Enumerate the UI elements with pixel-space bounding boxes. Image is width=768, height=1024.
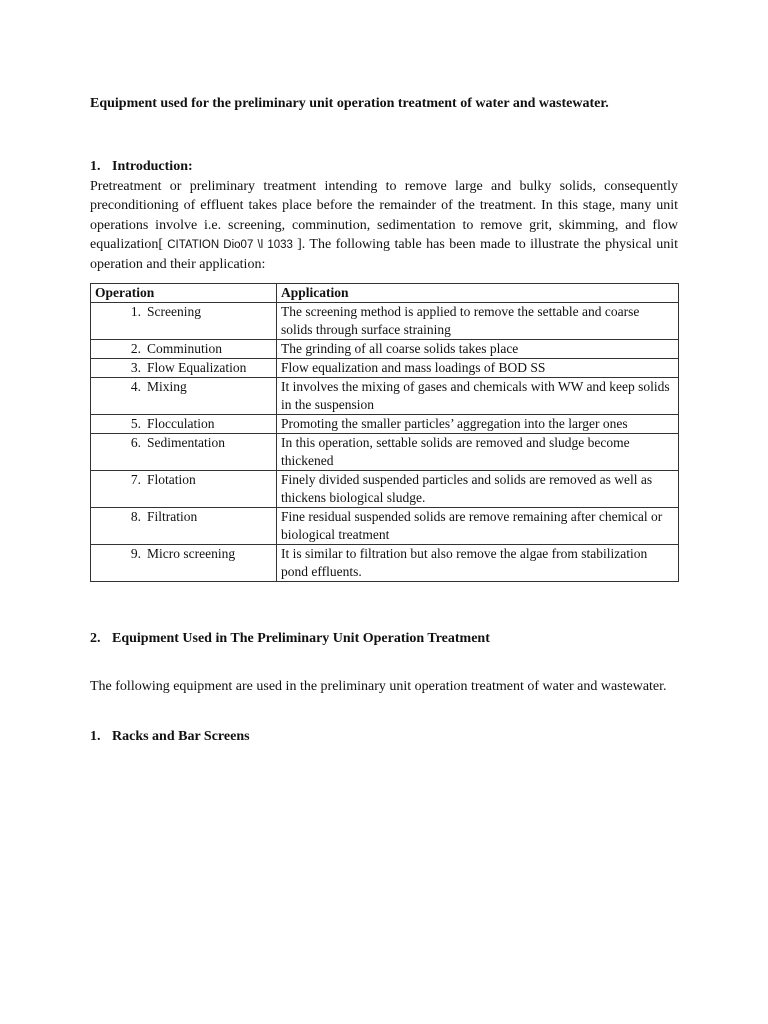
- application-cell: It is similar to filtration but also remove the algae from stabilization pond effluents.: [277, 545, 679, 582]
- introduction-text-before: Pretreatment or preliminary treatment intending to remove large and bulky solids, consequently preconditioning of effluent takes place before the remainder of the treatment. In this stage, many unit operations involve i.e. screening, comminution, sedimentation to remove grit, skimming, and flow equalization[: [90, 179, 678, 252]
- table-row: [91, 545, 679, 582]
- application-cell: The grinding of all coarse solids takes place: [277, 340, 679, 359]
- operation-cell: [91, 415, 277, 434]
- introduction-heading: [90, 158, 193, 175]
- operation-name: Micro screening: [147, 546, 236, 561]
- introduction-heading-text: Introduction:: [112, 159, 193, 174]
- introduction-paragraph: [90, 177, 678, 274]
- table-row: [91, 434, 679, 471]
- application-cell: Flow equalization and mass loadings of BOD SS: [277, 359, 679, 378]
- operation-name: Mixing: [147, 379, 187, 394]
- operation-number: 1.: [130, 304, 141, 319]
- operation-cell: [91, 378, 277, 415]
- introduction-text-after: ]. The following table has been made to illustrate the physical unit operation and their application:: [90, 236, 678, 273]
- document-title: Equipment used for the preliminary unit operation treatment of water and wastewater.: [90, 96, 609, 111]
- racks-heading: [90, 728, 250, 745]
- table-row: [91, 303, 679, 340]
- operation-cell: [91, 340, 277, 359]
- operation-cell: [91, 359, 277, 378]
- operation-number: 5.: [130, 416, 141, 431]
- application-cell: Promoting the smaller particles’ aggregation into the larger ones: [277, 415, 679, 434]
- operation-cell: [91, 471, 277, 508]
- operation-cell: [91, 508, 277, 545]
- operation-number: 4.: [130, 379, 141, 394]
- header-application: Application: [277, 284, 679, 303]
- racks-number: 1.: [90, 729, 101, 744]
- unit-operations-table: [90, 283, 679, 582]
- header-operation: Operation: [91, 284, 277, 303]
- equipment-paragraph: The following equipment are used in the preliminary unit operation treatment of water and wastewater.: [90, 679, 667, 694]
- table-header-row: [91, 284, 679, 303]
- equipment-heading-text: Equipment Used in The Preliminary Unit Operation Treatment: [112, 631, 490, 646]
- operation-cell: [91, 545, 277, 582]
- operation-name: Sedimentation: [147, 435, 225, 450]
- operation-cell: [91, 434, 277, 471]
- citation-field: CITATION Dio07 \l 1033: [163, 238, 298, 251]
- operation-number: 7.: [130, 472, 141, 487]
- table-row: [91, 508, 679, 545]
- operation-name: Comminution: [147, 341, 223, 356]
- operation-number: 9.: [130, 546, 141, 561]
- table-row: [91, 359, 679, 378]
- equipment-heading: [90, 630, 490, 647]
- operation-name: Flocculation: [147, 416, 215, 431]
- racks-heading-text: Racks and Bar Screens: [112, 729, 250, 744]
- table-row: [91, 378, 679, 415]
- operation-number: 6.: [130, 435, 141, 450]
- operation-number: 8.: [130, 509, 141, 524]
- table-body: [91, 303, 679, 582]
- application-cell: The screening method is applied to remove the settable and coarse solids through surface straining: [277, 303, 679, 340]
- introduction-number: 1.: [90, 159, 101, 174]
- operation-number: 2.: [130, 341, 141, 356]
- operation-name: Screening: [147, 304, 201, 319]
- operation-name: Flow Equalization: [147, 360, 247, 375]
- application-cell: In this operation, settable solids are removed and sludge become thickened: [277, 434, 679, 471]
- application-cell: It involves the mixing of gases and chemicals with WW and keep solids in the suspension: [277, 378, 679, 415]
- equipment-number: 2.: [90, 631, 101, 646]
- table-row: [91, 340, 679, 359]
- operation-cell: [91, 303, 277, 340]
- operation-number: 3.: [130, 360, 141, 375]
- application-cell: Fine residual suspended solids are remove remaining after chemical or biological treatment: [277, 508, 679, 545]
- table-row: [91, 471, 679, 508]
- application-cell: Finely divided suspended particles and solids are removed as well as thickens biological sludge.: [277, 471, 679, 508]
- operation-name: Flotation: [147, 472, 196, 487]
- operation-name: Filtration: [147, 509, 198, 524]
- table-row: [91, 415, 679, 434]
